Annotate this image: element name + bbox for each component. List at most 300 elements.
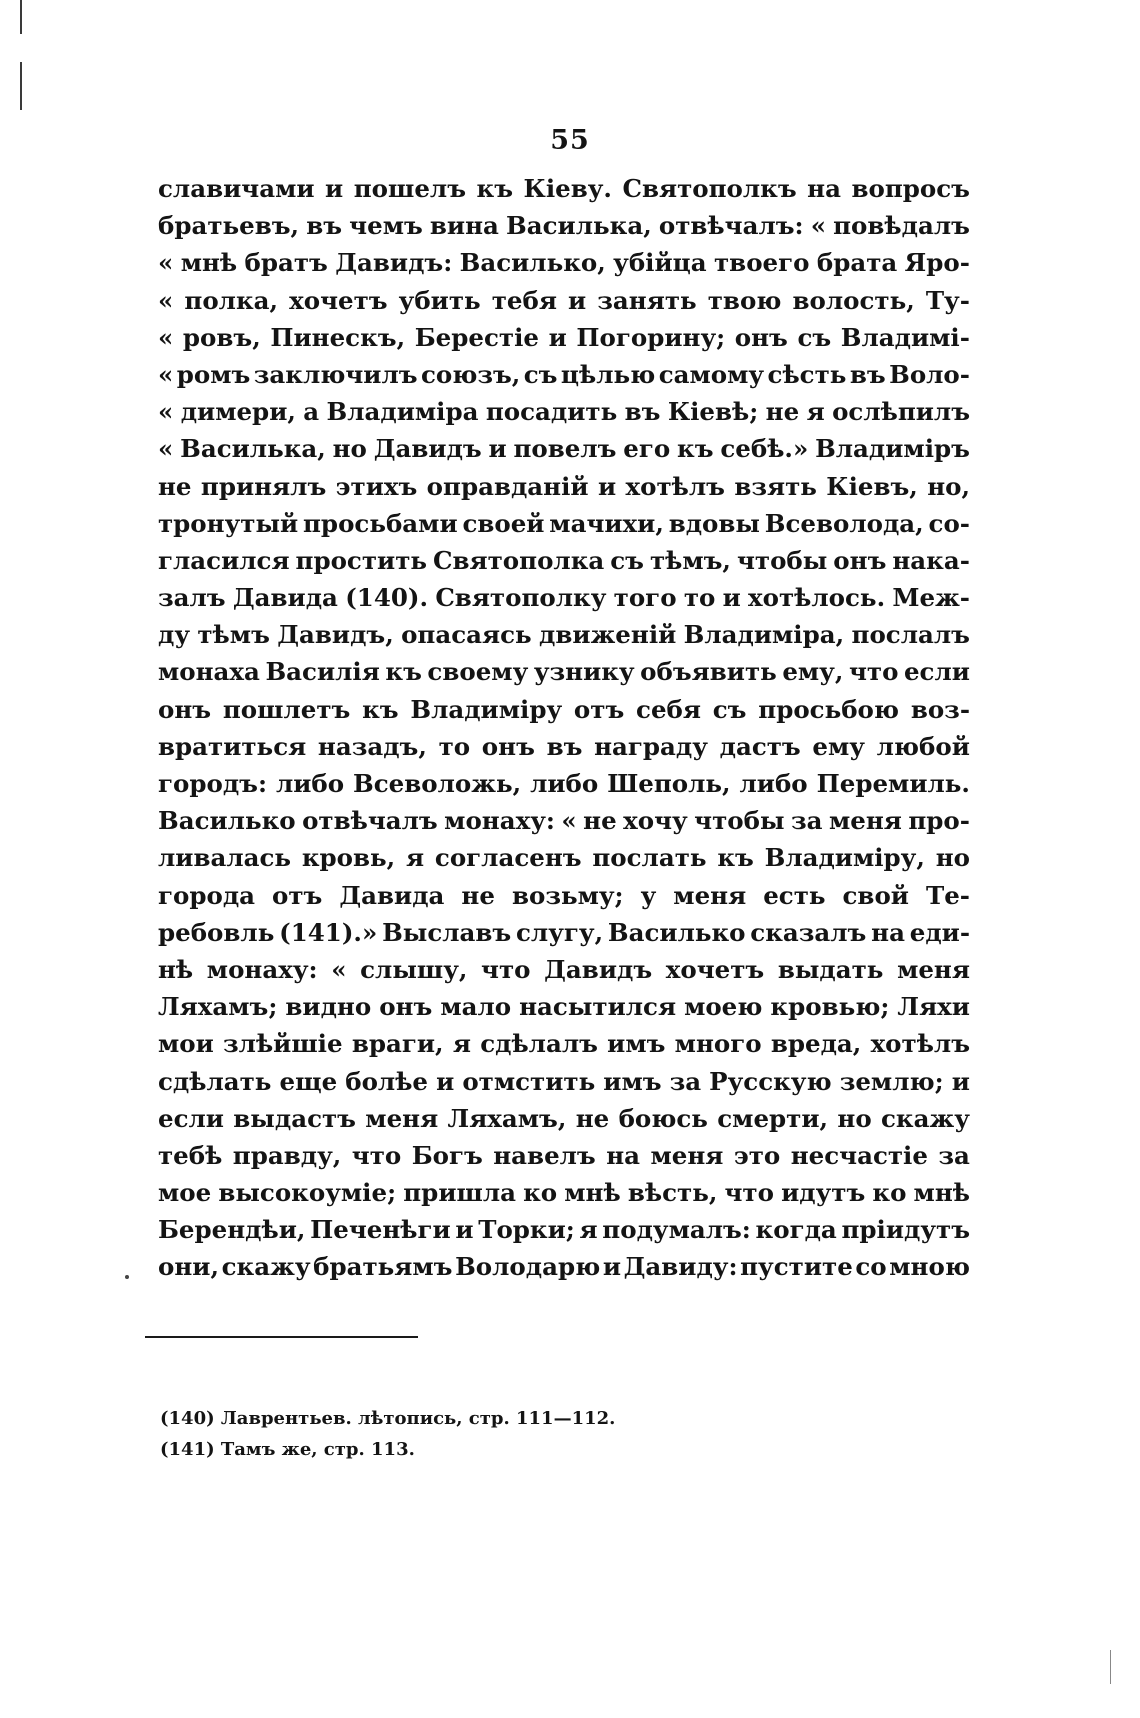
word: сдѣлать [158,1066,272,1096]
word: въ [624,397,661,427]
text-line [158,1100,970,1137]
word: и [325,174,344,203]
word: Берендѣи, [158,1215,306,1245]
word: чтобы [694,806,785,836]
word: выдастъ [233,1103,356,1133]
word: узнику [533,657,635,687]
word: отвѣчалъ: [658,211,804,241]
word: Перемиль. [816,769,970,798]
word: тебя [491,285,557,315]
word: хотѣлось. [748,583,886,613]
word: союзъ, [420,359,521,389]
word: Давиду: [623,1252,738,1282]
word: если [158,1103,224,1133]
word: мачихи, [549,508,664,538]
word: хочетъ [665,954,765,984]
word: Ляхамъ, [447,1103,567,1133]
word: къ [362,694,399,724]
word: Давидъ [373,434,482,464]
word: но, [927,471,970,501]
word: онъ [379,992,433,1022]
text-line [158,951,970,988]
word: меня [650,1140,724,1170]
word: нака- [892,545,970,575]
word: скажу [881,1103,970,1133]
word: выдать [777,954,884,984]
word: мнѣ [913,1178,970,1208]
word: не [583,806,617,836]
word: когда [755,1215,837,1245]
word: про- [908,806,970,836]
word: хочу [623,806,688,836]
word: болѣе [345,1066,429,1096]
word: тѣмъ [197,620,270,650]
word: враги, [351,1029,444,1059]
body-text [158,170,970,1286]
word: твою [707,285,782,315]
word: награду [594,731,708,761]
word: Василько [607,917,746,947]
word: « [561,806,577,836]
word: Володарю [455,1252,601,1282]
word: вина [429,211,499,241]
footnotes [160,1403,615,1465]
word: со [855,1252,887,1282]
word: къ [476,174,514,203]
word: отъ [272,880,323,910]
word: онъ [158,694,212,724]
word: занять [597,285,697,315]
word: Погорину; [576,322,726,352]
word: не [765,397,800,427]
word: просьбами [303,508,458,538]
word: но [332,434,367,464]
word: Владиміра, [683,620,845,650]
word: злѣйшіе [223,1029,343,1059]
word: оправданій [426,471,589,501]
word: тронутый [158,508,299,538]
word: съ [797,322,832,352]
word: кровь, [301,843,396,873]
word: меня [673,880,747,910]
word: « [158,397,174,427]
word: къ [677,434,714,464]
text-line [158,802,970,839]
text-line [158,505,970,542]
word: себѣ.» [720,434,809,464]
text-line [158,319,970,356]
word: еще [279,1066,338,1096]
word: « [331,954,347,984]
word: самому [658,359,765,389]
word: гласился [158,545,290,575]
word: то [438,731,471,761]
word: чемъ [349,211,423,241]
word: несчастіе [790,1140,928,1170]
word: съ [610,545,644,575]
word: послалъ [851,620,970,650]
word: либо [739,769,808,798]
word: подумалъ: [602,1215,751,1245]
word: послать [592,843,707,873]
word: меня [365,1103,439,1133]
word: Меж- [892,583,970,613]
word: я [452,1029,471,1059]
word: « [158,248,174,278]
word: моею [684,992,763,1022]
word: Давидъ, [277,620,394,650]
word: къ [717,843,754,873]
text-line [158,468,970,505]
word: они, [158,1252,219,1282]
word: твоего [714,248,810,278]
word: Владиміръ [815,434,970,464]
word: Владимі- [840,322,970,352]
word: ду [158,620,191,650]
word: Василька, [180,434,326,464]
word: въ [306,211,343,241]
word: на [807,174,841,203]
text-line [158,579,970,616]
word: опасаясь [401,620,532,650]
footnote-rule [145,1336,418,1338]
word: еди- [909,917,970,947]
word: пошелъ [353,174,466,203]
word: что [351,1140,402,1170]
word: нѣ [158,954,194,984]
word: видно [285,992,372,1022]
word: сѣсть [767,359,847,389]
word: ему [812,731,865,761]
word: и [436,1066,455,1096]
word: монаху: [444,806,555,836]
word: просьбою [758,694,900,724]
word: Кіевѣ; [667,397,759,427]
footnote: (140) Лаврентьев. лѣтопись, стр. 111—112. [160,1408,616,1429]
word: не [575,1103,610,1133]
text-line [158,914,970,951]
word: мое [158,1178,212,1208]
text-line [158,282,970,319]
word: хотѣлъ [870,1029,970,1059]
word: и [548,322,567,352]
word: ко [523,1178,558,1208]
word: вѣсть, [627,1178,718,1208]
word: Всеволода, [764,508,924,538]
word: повелъ [513,434,617,464]
word: ливалась [158,843,292,873]
word: либо [530,769,599,798]
word: въ [849,359,886,389]
word: убить [398,285,481,315]
word: слугу, [516,917,604,947]
word: за [790,806,823,836]
word: смерти, [717,1103,829,1133]
word: имъ [607,1029,666,1059]
word: а [303,397,320,427]
word: Владиміру [410,694,563,724]
word: за [938,1140,970,1170]
word: землю; [839,1066,944,1096]
text-line [158,356,970,393]
word: вратиться [158,731,307,761]
word: если [903,657,970,687]
word: мои [158,1029,214,1059]
word: боюсь [618,1103,708,1133]
word: волость, [792,285,915,315]
text-line [158,542,970,579]
word: Василька, [506,211,652,241]
text-line [158,765,970,802]
word: слышу, [360,954,468,984]
word: что [724,1178,774,1208]
footnote: (141) Тамъ же, стр. 113. [160,1439,415,1460]
word: кровью; [770,992,890,1022]
word: Яро- [904,248,970,278]
word: Святополку [435,583,607,613]
word: его [623,434,671,464]
text-line [158,1025,970,1062]
word: этихъ [335,471,418,501]
word: ребовль [158,917,275,947]
word: любой [876,731,970,761]
word: но [935,843,970,873]
word: Давида [232,583,338,613]
word: Воло- [889,359,970,389]
word: пришла [403,1178,516,1208]
word: то [683,583,716,613]
word: правду, [232,1140,342,1170]
word: что [481,954,531,984]
word: « [158,285,174,315]
text-line [158,839,970,876]
word: и [597,471,617,501]
left-edge-mark [20,0,22,34]
word: меня [897,954,970,984]
word: и [568,285,587,315]
word: простить [295,545,428,575]
word: Василько [158,806,296,836]
word: себя [636,694,701,724]
text-line [158,1174,970,1211]
text-line [158,170,970,207]
word: чтобы [736,545,828,575]
word: городъ: [158,769,267,798]
word: Русскую [709,1066,832,1096]
word: Кіевъ, [826,471,918,501]
word: Всеволожь, [353,769,522,798]
word: Печенѣги [310,1215,451,1245]
word: отмстить [462,1066,596,1096]
word: движеній [539,620,677,650]
right-edge-mark [1110,1650,1111,1684]
word: Давида [339,880,445,910]
text-line [158,988,970,1025]
word: я [406,843,425,873]
word: есть [763,880,826,910]
word: заключилъ [253,359,418,389]
word: скажу [221,1252,311,1282]
word: хотѣлъ [625,471,725,501]
word: братъ [244,248,328,278]
text-line [158,393,970,430]
word: Те- [925,880,970,910]
word: воз- [910,694,970,724]
text-line [158,430,970,467]
word: города [158,880,256,910]
word: пустите [740,1252,853,1282]
word: Давидъ [544,954,653,984]
word: своей [462,508,545,538]
word: объявить [640,657,777,687]
word: съ [523,359,558,389]
word: своему [427,657,529,687]
word: онъ [833,545,887,575]
word: Владиміру, [764,843,925,873]
word: я [806,397,825,427]
word: монаху: [206,954,318,984]
word: Шеполь, [607,769,731,798]
word: Василько, [459,248,606,278]
word: насытился [519,992,677,1022]
text-line [158,728,970,765]
word: мною [889,1252,970,1282]
word: дастъ [719,731,801,761]
word: навелъ [493,1140,596,1170]
word: вопросъ [851,174,970,203]
word: Кіеву. [523,174,612,203]
word: и [455,1215,474,1245]
page-number: 55 [550,125,590,156]
word: у [640,880,657,910]
word: Владиміра [326,397,479,427]
word: димери, [180,397,296,427]
word: мало [440,992,512,1022]
word: брата [816,248,898,278]
word: за [669,1066,702,1096]
ink-speck [125,1275,129,1279]
word: хочетъ [289,285,388,315]
word: Выславъ [382,917,512,947]
word: сдѣлалъ [480,1029,598,1059]
word: на [606,1140,640,1170]
word: монаха [158,657,260,687]
word: (140). [345,583,429,613]
word: на [871,917,905,947]
word: свой [842,880,909,910]
word: и [722,583,741,613]
word: « [158,434,174,464]
word: Ляхи [897,992,970,1022]
word: и [951,1066,970,1096]
word: онъ [734,322,788,352]
word: мнѣ [564,1178,621,1208]
word: въ [546,731,583,761]
word: высокоуміе; [218,1178,397,1208]
word: братьямъ [313,1252,453,1282]
word: убійца [613,248,707,278]
word: принялъ [200,471,327,501]
word: вдовы [668,508,760,538]
word: славичами [158,174,315,203]
word: взять [734,471,817,501]
word: ко [872,1178,907,1208]
word: Торки; [478,1215,575,1245]
text-line [158,1137,970,1174]
word: но [837,1103,872,1133]
word: Давидъ: [335,248,453,278]
word: и [488,434,507,464]
word: того [613,583,677,613]
word: цѣлью [560,359,656,389]
word: не [158,471,192,501]
word: онъ [481,731,535,761]
word: идутъ [781,1178,866,1208]
text-line [158,207,970,244]
word: что [848,657,899,687]
word: я [579,1215,598,1245]
word: назадъ, [317,731,427,761]
word: « [158,359,174,389]
word: ему, [782,657,844,687]
word: со- [928,508,970,538]
word: тѣмъ, [649,545,731,575]
word: Ляхамъ; [158,992,278,1022]
word: « [810,211,826,241]
word: и [602,1252,621,1282]
left-edge-mark [20,62,22,110]
text-line [158,1063,970,1100]
word: вреда, [770,1029,862,1059]
word: посадить [485,397,618,427]
word: Берестіе [414,322,539,352]
word: пріидутъ [841,1215,970,1245]
word: отъ [573,694,625,724]
word: полка, [184,285,279,315]
word: пошлетъ [222,694,351,724]
word: либо [275,769,345,798]
word: тебѣ [158,1140,223,1170]
text-line [158,691,970,728]
text-line [158,1248,970,1285]
word: « [158,322,174,352]
word: съ [712,694,747,724]
word: имъ [603,1066,662,1096]
word: Святополка [433,545,605,575]
word: это [733,1140,781,1170]
text-line [158,877,970,914]
word: залъ [158,583,226,613]
text-line [158,653,970,690]
word: Пинескъ, [270,322,406,352]
word: Василія [265,657,380,687]
text-line [158,616,970,653]
word: сказалъ [750,917,867,947]
word: меня [828,806,902,836]
word: ослѣпилъ [832,397,970,427]
word: братьевъ, [158,211,300,241]
word: много [674,1029,762,1059]
word: ровъ, [182,322,261,352]
text-line [158,1211,970,1248]
word: къ [385,657,422,687]
word: возьму; [511,880,624,910]
word: Святополкъ [622,174,797,203]
word: Богъ [411,1140,483,1170]
word: мнѣ [180,248,238,278]
word: Ту- [925,285,970,315]
word: повѣдалъ [833,211,970,241]
